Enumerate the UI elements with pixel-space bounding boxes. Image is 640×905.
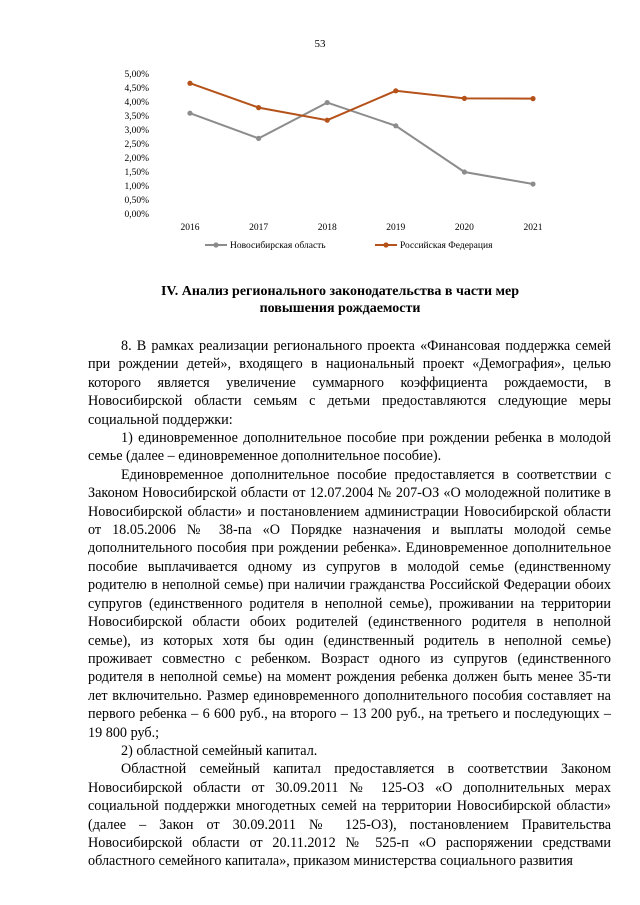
y-tick-label: 3,00% bbox=[124, 126, 149, 136]
series-line bbox=[190, 103, 533, 184]
body-text bbox=[88, 337, 611, 871]
x-tick-label: 2021 bbox=[523, 223, 543, 233]
data-point bbox=[462, 169, 467, 174]
legend-label: Новосибирская область bbox=[230, 241, 326, 251]
y-tick-label: 1,00% bbox=[124, 182, 149, 192]
chart-svg bbox=[110, 62, 550, 257]
paragraph: Областной семейный капитал предоставляется в соответствии Законом Новосибирской области от 30.09.2011 № 125-ОЗ «О дополнительных мерах социальной поддержки многодетных семей на территории Новосибирской области» (далее – Закон от 30.09.2011 № 125-ОЗ), постановлением Правительства Новосибирской области от 20.11.2012 № 525-п «О распоряжении средствами областного семейного капитала», приказом министерства социального развития bbox=[88, 761, 611, 870]
paragraph: Единовременное дополнительное пособие предоставляется в соответствии с Законом Новосибирской области от 12.07.2004 № 207-ОЗ «О молодежной политике в Новосибирской области» и постановлением администрации Новосибирской области от 18.05.2006 № 38-па «О Порядке назначения и выплаты молодой семье дополнительного пособия при рождении ребенка». Единовременное дополнительное пособие выплачивается одному из супругов в молодой семье (единственному родителю в неполной семье) при наличии гражданства Российской Федерации обоих супругов (единственного родителя в неполной семье), проживании на территории Новосибирской области обоих родителей (единственного родителя в неполной семье), из которых хотя бы один (единственный родитель в неполной семье) проживает совместно с ребенком. Возраст одного из супругов (единственного родителя в неполной семье) на момент рождения ребенка должен быть менее 35-ти лет включительно. Размер единовременного дополнительного пособия составляет на первого ребенка – 6 600 руб., на второго – 13 200 руб., на третьего и последующих –19 800 руб.; bbox=[88, 466, 611, 741]
data-point bbox=[530, 181, 535, 186]
legend-label: Российская Федерация bbox=[400, 241, 493, 251]
data-point bbox=[530, 96, 535, 101]
page-number: 53 bbox=[314, 38, 326, 50]
data-point bbox=[393, 123, 398, 128]
y-tick-label: 3,50% bbox=[124, 112, 149, 122]
y-tick-label: 4,00% bbox=[124, 98, 149, 108]
y-tick-label: 1,50% bbox=[124, 168, 149, 178]
x-tick-label: 2018 bbox=[317, 223, 337, 233]
legend-marker bbox=[383, 242, 388, 247]
paragraph: 2) областной семейный капитал. bbox=[121, 742, 318, 759]
line-chart bbox=[110, 62, 550, 257]
data-point bbox=[256, 136, 261, 141]
section-heading-line-1: IV. Анализ регионального законодательства в части мер bbox=[160, 284, 520, 299]
data-point bbox=[256, 105, 261, 110]
x-tick-label: 2017 bbox=[249, 223, 269, 233]
data-point bbox=[187, 81, 192, 86]
data-point bbox=[462, 96, 467, 101]
x-tick-label: 2020 bbox=[454, 223, 474, 233]
x-tick-label: 2016 bbox=[180, 223, 200, 233]
section-heading bbox=[110, 283, 570, 317]
section-heading-line-2: повышения рождаемости bbox=[259, 301, 421, 316]
data-point bbox=[187, 111, 192, 116]
data-point bbox=[325, 118, 330, 123]
y-tick-label: 0,00% bbox=[124, 210, 149, 220]
data-point bbox=[393, 88, 398, 93]
y-tick-label: 4,50% bbox=[124, 84, 149, 94]
paragraph: 1) единовременное дополнительное пособие при рождении ребенка в молодой семье (далее – единовременное дополнительное пособие). bbox=[88, 430, 611, 465]
y-tick-label: 0,50% bbox=[124, 196, 149, 206]
y-tick-label: 5,00% bbox=[124, 70, 149, 80]
paragraph: 8. В рамках реализации регионального проекта «Финансовая поддержка семей при рождении детей», входящего в национальный проект «Демография», целью которого является увеличение суммарного коэффициента рождаемости, в Новосибирской области семьям с детьми предоставляются следующие меры социальной поддержки: bbox=[88, 338, 611, 428]
y-tick-label: 2,00% bbox=[124, 154, 149, 164]
legend-marker bbox=[213, 242, 218, 247]
y-tick-label: 2,50% bbox=[124, 140, 149, 150]
data-point bbox=[325, 100, 330, 105]
x-tick-label: 2019 bbox=[386, 223, 406, 233]
